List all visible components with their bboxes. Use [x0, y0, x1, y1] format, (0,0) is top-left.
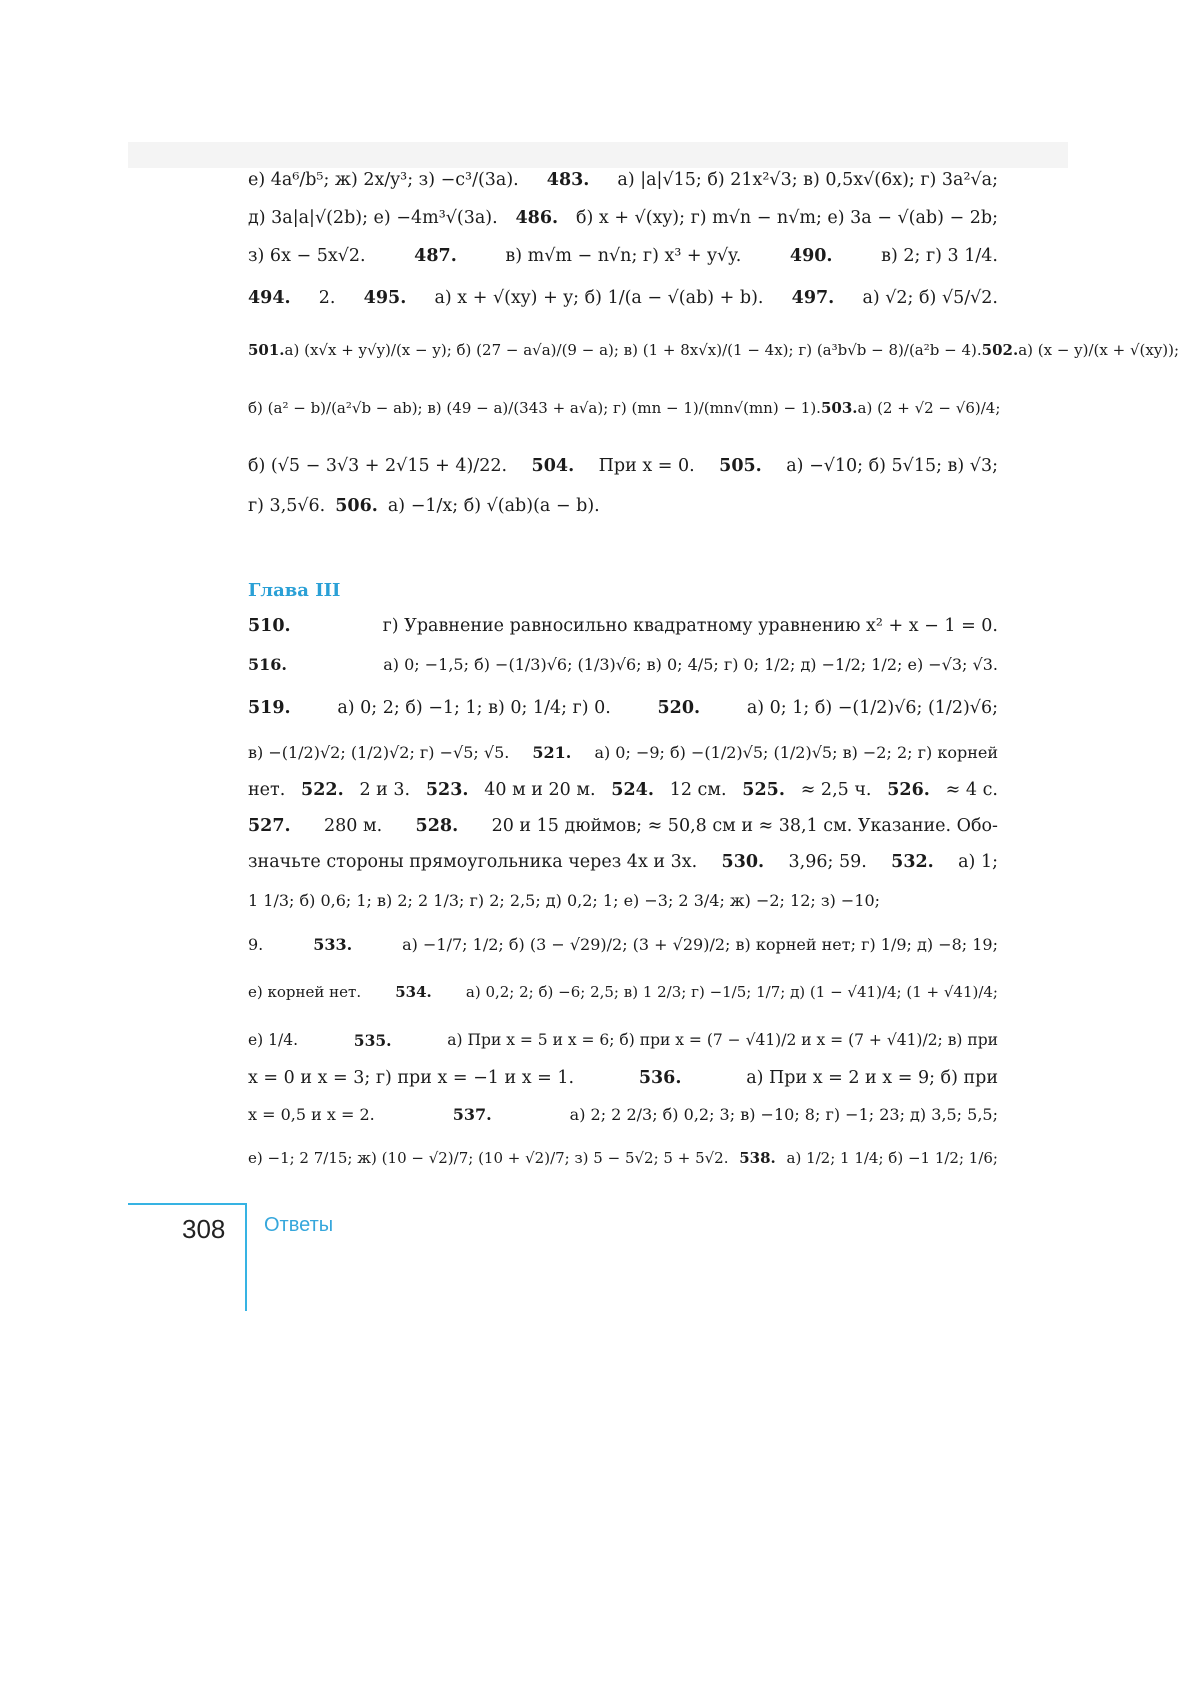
answer-line-21 [248, 1092, 998, 1136]
answer-text: е) −1; 2 7/15; ж) (10 − √2)/7; (10 + √2)/7; з) 5 − 5√2; 5 + 5√2. [248, 1149, 729, 1167]
answer-line-18 [248, 970, 998, 1014]
answer-text: ≈ 4 с. [945, 780, 998, 800]
answer-text: x = 0 и x = 3; г) при x = −1 и x = 1. [248, 1068, 575, 1088]
answer-text: б) x + √(xy); г) m√n − n√m; е) 3a − √(ab) − 2b; [575, 208, 998, 228]
answer-text: 3,96; 59. [788, 852, 867, 872]
answer-line-6 [248, 386, 1001, 430]
chapter-heading: Глава III [248, 580, 341, 601]
answer-text: При x = 0. [598, 456, 695, 476]
answer-line-5 [248, 328, 1180, 372]
problem-number: 505. [719, 456, 762, 476]
footer-rule-horizontal [128, 1203, 246, 1205]
answer-text: а) 0,2; 2; б) −6; 2,5; в) 1 2/3; г) −1/5; 1/7; д) (1 − √41)/4; (1 + √41)/4; [465, 983, 998, 1001]
answer-text: а) 1; [958, 852, 998, 872]
problem-number: 525. [742, 780, 785, 800]
answer-line-17 [248, 922, 998, 966]
answer-text: з) 6x − 5x√2. [248, 246, 366, 266]
answer-text: а) 0; −1,5; б) −(1/3)√6; (1/3)√6; в) 0; 4/5; г) 0; 1/2; д) −1/2; 1/2; е) −√3; √3. [383, 654, 998, 674]
section-title: Ответы [264, 1214, 334, 1236]
answer-text: г) 3,5√6. [248, 496, 326, 516]
answer-text: а) 2; 2 2/3; б) 0,2; 3; в) −10; 8; г) −1; 23; д) 3,5; 5,5; [569, 1104, 998, 1124]
answer-text: д) 3a|a|√(2b); е) −4m³√(3a). [248, 208, 498, 228]
answer-text: а) 0; −9; б) −(1/2)√5; (1/2)√5; в) −2; 2; г) корней [594, 742, 998, 762]
answer-text: 12 см. [669, 780, 727, 800]
answer-line-16 [248, 878, 998, 922]
answer-text: а) При x = 2 и x = 9; б) при [746, 1068, 998, 1088]
problem-number: 503. [820, 399, 858, 417]
answer-line-4 [248, 276, 998, 320]
problem-number: 536. [638, 1068, 682, 1088]
answer-text: x = 0,5 и x = 2. [248, 1104, 375, 1124]
problem-number: 510. [248, 616, 291, 636]
answer-text: 9. [248, 934, 264, 954]
problem-number: 523. [425, 780, 469, 800]
problem-number: 490. [789, 246, 833, 266]
answer-text: ≈ 2,5 ч. [800, 780, 872, 800]
answer-text: 20 и 15 дюймов; ≈ 50,8 см и ≈ 38,1 см. Указание. Обо- [491, 816, 998, 836]
answer-text: е) 1/4. [248, 1031, 299, 1049]
answer-text: в) 2; г) 3 1/4. [881, 246, 998, 266]
answer-text: б) (√5 − 3√3 + 2√15 + 4)/22. [248, 456, 508, 476]
problem-number: 533. [313, 934, 353, 954]
problem-number: 537. [452, 1104, 492, 1124]
answer-text: б) (a² − b)/(a²√b − ab); в) (49 − a)/(343 + a√a); г) (mn − 1)/(mn√(mn) − 1). [248, 399, 821, 417]
footer-rule-vertical [245, 1203, 247, 1311]
answer-text: а) x + √(xy) + y; б) 1/(a − √(ab) + b). [434, 288, 764, 308]
answer-text: а) −1/7; 1/2; б) (3 − √29)/2; (3 + √29)/2; в) корней нет; г) 1/9; д) −8; 19; [402, 934, 998, 954]
problem-number: 504. [531, 456, 575, 476]
answer-text: е) корней нет. [248, 983, 362, 1001]
problem-number: 530. [721, 852, 765, 872]
answer-text: а) (2 + √2 − √6)/4; [857, 399, 1001, 417]
answer-line-3 [248, 234, 998, 278]
answer-text: а) √2; б) √5/√2. [862, 288, 998, 308]
answer-text: а) При x = 5 и x = 6; б) при x = (7 − √41)/2 и x = (7 + √41)/2; в) при [447, 1031, 998, 1049]
answer-text: 40 м и 20 м. [484, 780, 596, 800]
answer-text: а) |a|√15; б) 21x²√3; в) 0,5x√(6x); г) 3a²√a; [617, 170, 998, 190]
problem-number: 506. [335, 496, 378, 516]
problem-number: 502. [981, 341, 1019, 359]
answer-line-8 [248, 484, 998, 528]
answer-text: е) 4a⁶/b⁵; ж) 2x/y³; з) −c³/(3a). [248, 170, 519, 190]
problem-number: 524. [611, 780, 654, 800]
problem-number: 486. [515, 208, 559, 228]
problem-number: 521. [532, 742, 572, 762]
problem-number: 520. [657, 698, 701, 718]
answer-text: 2 и 3. [359, 780, 411, 800]
problem-number: 532. [891, 852, 934, 872]
problem-number: 526. [887, 780, 930, 800]
page-number: 308 [182, 1214, 226, 1244]
problem-number: 528. [415, 816, 459, 836]
problem-number: 483. [546, 170, 590, 190]
answer-text: 280 м. [324, 816, 383, 836]
answer-text: значьте стороны прямоугольника через 4x и 3x. [248, 852, 698, 872]
problem-number: 494. [248, 288, 291, 308]
answer-text: г) Уравнение равносильно квадратному уравнению x² + x − 1 = 0. [382, 616, 998, 636]
answer-text: 2. [318, 288, 336, 308]
answer-text: а) (x√x + y√y)/(x − y); б) (27 − a√a)/(9 − a); в) (1 + 8x√x)/(1 − 4x); г) (a³b√b − 8)/(a²b − 4). [284, 341, 982, 359]
problem-number: 527. [248, 816, 291, 836]
problem-number: 534. [395, 983, 432, 1001]
answer-text: а) (x − y)/(x + √(xy)); [1018, 341, 1180, 359]
answer-text: а) −1/x; б) √(ab)(a − b). [387, 496, 600, 516]
problem-number: 519. [248, 698, 291, 718]
answer-line-7 [248, 444, 998, 488]
answer-text: а) 0; 1; б) −(1/2)√6; (1/2)√6; [746, 698, 998, 718]
problem-number: 538. [739, 1149, 776, 1167]
problem-number: 495. [363, 288, 407, 308]
problem-number: 535. [353, 1030, 392, 1050]
answer-line-22 [248, 1136, 998, 1180]
problem-number: 522. [301, 780, 344, 800]
problem-number: 501. [248, 341, 285, 359]
answer-text: а) 0; 2; б) −1; 1; в) 0; 1/4; г) 0. [337, 698, 611, 718]
answer-text: в) −(1/2)√2; (1/2)√2; г) −√5; √5. [248, 742, 510, 762]
answer-text: нет. [248, 780, 286, 800]
problem-number: 516. [248, 654, 287, 674]
answer-text: а) −√10; б) 5√15; в) √3; [786, 456, 998, 476]
answer-text: 1 1/3; б) 0,6; 1; в) 2; 2 1/3; г) 2; 2,5; д) 0,2; 1; е) −3; 2 3/4; ж) −2; 12; з) −10; [248, 890, 881, 910]
answer-line-10 [248, 642, 998, 686]
problem-number: 497. [791, 288, 835, 308]
answer-text: в) m√m − n√n; г) x³ + y√y. [505, 246, 742, 266]
problem-number: 487. [414, 246, 457, 266]
answer-line-11 [248, 686, 998, 730]
answer-text: а) 1/2; 1 1/4; б) −1 1/2; 1/6; [786, 1149, 998, 1167]
